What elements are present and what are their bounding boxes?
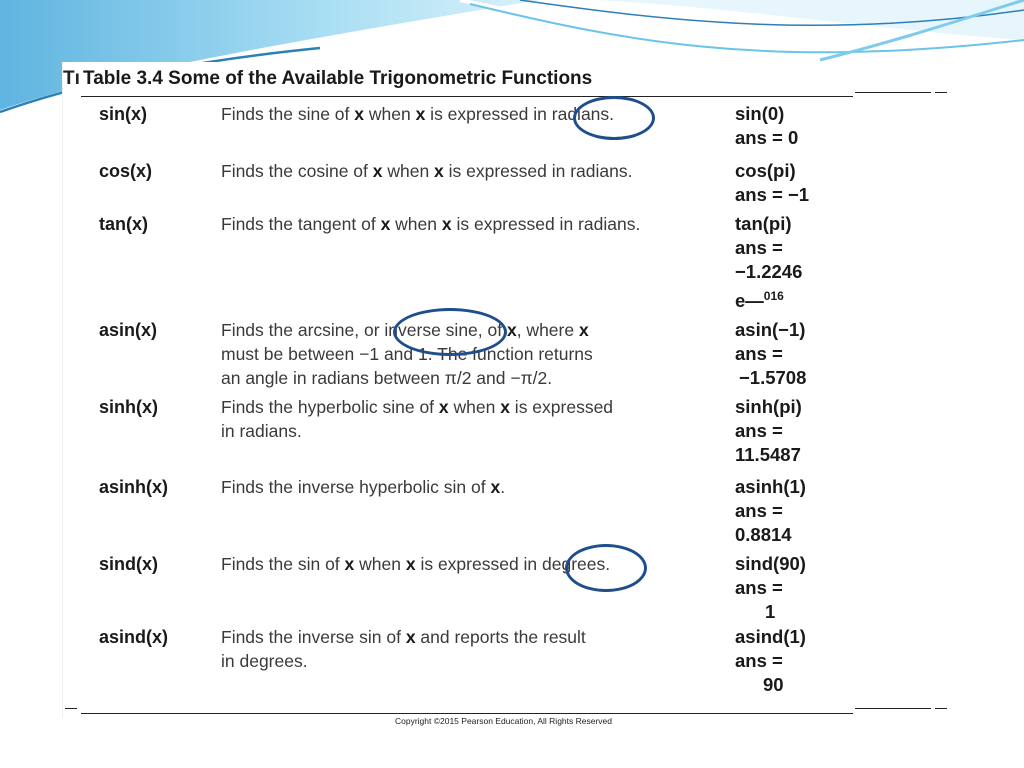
function-example (735, 552, 806, 624)
description-text: is expressed in radians. (451, 214, 641, 234)
function-example (735, 212, 802, 313)
function-name: sin(x) (99, 104, 148, 124)
variable-x: x (506, 320, 517, 340)
description-line (221, 419, 613, 443)
function-description (221, 475, 505, 499)
function-example (735, 395, 802, 467)
description-text: Finds the arcsine, or inverse sine, of (221, 320, 507, 340)
function-name: cos(x) (99, 161, 153, 181)
function-example (735, 102, 798, 150)
description-text: in degrees. (221, 651, 308, 671)
description-line (221, 102, 614, 126)
bottom-rule-right (855, 708, 931, 709)
function-example (735, 159, 809, 207)
example-line: 11.5487 (735, 444, 801, 465)
example-line: ans = −1 (735, 184, 810, 205)
top-rule-right-end (935, 92, 947, 93)
example-line: ans = (735, 500, 783, 521)
top-rule-right (855, 92, 931, 93)
description-text: is expressed in radians. (425, 104, 615, 124)
variable-x: x (415, 104, 426, 124)
description-text: Finds the cosine of (221, 161, 373, 181)
function-description (221, 395, 613, 443)
example-line: sinh(pi) (735, 396, 802, 417)
description-line (221, 625, 586, 649)
function-example (735, 318, 806, 390)
variable-x: x (490, 477, 501, 497)
variable-x: x (441, 214, 452, 234)
description-text: when (390, 214, 442, 234)
example-line: ans = (735, 237, 783, 258)
bottom-rule-right-end (935, 708, 947, 709)
description-text: Finds the inverse sin of (221, 627, 406, 647)
function-description (221, 159, 633, 183)
description-text: is expressed in degrees. (415, 554, 611, 574)
table-title: Table 3.4 Some of the Available Trigonometric Functions (83, 68, 596, 90)
inverse-sine-circle-annotation (393, 308, 507, 356)
variable-x: x (405, 627, 416, 647)
example-line: sin(0) (735, 103, 785, 124)
example-line: −1.2246 (735, 261, 803, 282)
description-line (221, 366, 593, 390)
description-text: must be between −1 and 1. The function returns (221, 344, 593, 364)
example-line: ans = 0 (735, 127, 799, 148)
example-line: ans = (735, 650, 783, 671)
variable-x: x (344, 554, 355, 574)
description-text: Finds the tangent of (221, 214, 381, 234)
description-text: and reports the result (415, 627, 586, 647)
table-slide (62, 62, 951, 726)
description-line (221, 649, 586, 673)
function-name: sinh(x) (99, 397, 159, 417)
example-line: e—$^{016}$ (735, 289, 784, 312)
example-line: cos(pi) (735, 160, 796, 181)
description-line (221, 475, 505, 499)
description-text: when (354, 554, 406, 574)
function-name: sind(x) (99, 554, 159, 574)
variable-x: x (500, 397, 510, 417)
example-line: ans = (735, 577, 783, 598)
copyright-notice: Copyright ©2015 Pearson Education, All Rights Reserved (395, 716, 612, 726)
description-text: Finds the sine of (221, 104, 355, 124)
radians-circle-annotation (573, 96, 655, 140)
description-text: is expressed in radians. (443, 161, 633, 181)
variable-x: x (372, 161, 383, 181)
example-line: tan(pi) (735, 213, 792, 234)
description-text: . (500, 477, 506, 497)
example-line: sind(90) (735, 553, 806, 574)
function-name: asind(x) (99, 627, 169, 647)
function-name: asin(x) (99, 320, 158, 340)
function-example (735, 475, 806, 547)
bottom-rule (81, 713, 853, 714)
function-name: asinh(x) (99, 477, 169, 497)
example-line: asinh(1) (735, 476, 806, 497)
description-text: is expressed (509, 397, 614, 417)
degrees-circle-annotation (565, 544, 647, 592)
description-line (221, 552, 610, 576)
function-name: tan(x) (99, 214, 148, 234)
example-line: 0.8814 (735, 524, 792, 545)
variable-x: x (438, 397, 449, 417)
example-line: −1.5708 (739, 367, 807, 388)
description-text: in radians. (221, 421, 302, 441)
example-line: asin(−1) (735, 319, 806, 340)
description-text: Finds the sin of (221, 554, 345, 574)
description-text: Finds the inverse hyperbolic sin of (221, 477, 491, 497)
example-line: ans = (735, 420, 783, 441)
variable-x: x (434, 161, 444, 181)
variable-x: x (405, 554, 416, 574)
description-line (221, 212, 640, 236)
function-example (735, 625, 806, 697)
description-text: when (448, 397, 501, 417)
function-description (221, 625, 586, 673)
top-rule (81, 96, 853, 97)
example-line: ans = (735, 343, 783, 364)
variable-x: x (380, 214, 391, 234)
description-text: when (382, 161, 435, 181)
underlying-title-fragment: Tı (63, 68, 80, 89)
description-text: , where (516, 320, 579, 340)
function-description (221, 552, 610, 576)
variable-x: x (578, 320, 589, 340)
variable-x: x (354, 104, 365, 124)
description-line (221, 395, 613, 419)
bottom-rule-left (65, 708, 77, 709)
description-text: when (364, 104, 416, 124)
function-description (221, 102, 614, 126)
example-line: asind(1) (735, 626, 806, 647)
example-line: 90 (763, 674, 784, 695)
example-line: 1 (765, 601, 776, 622)
description-text: Finds the hyperbolic sine of (221, 397, 439, 417)
description-text: an angle in radians between π/2 and −π/2. (221, 368, 553, 388)
description-line (221, 159, 633, 183)
function-description (221, 212, 640, 236)
